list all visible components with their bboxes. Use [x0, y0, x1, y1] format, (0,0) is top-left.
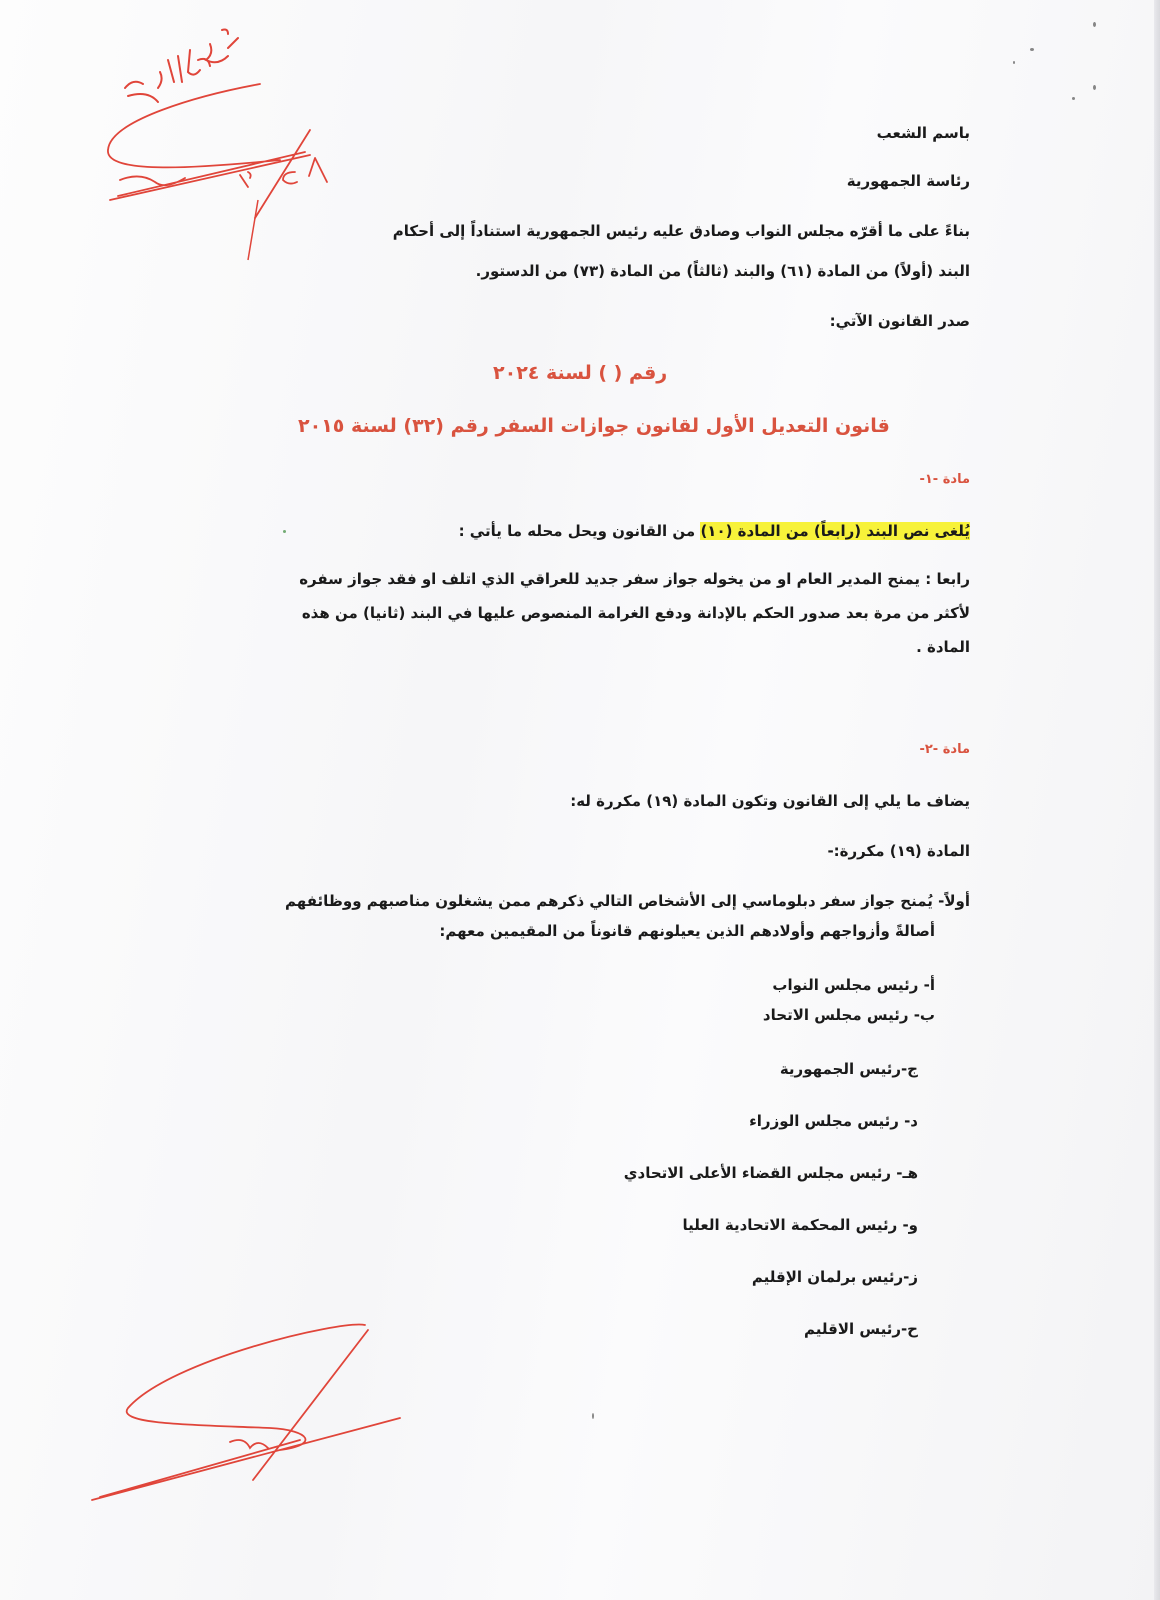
preamble-line-1: بناءً على ما أقرّه مجلس النواب وصادق عليه رئيس الجمهورية استناداً إلى أحكام	[392, 222, 970, 240]
header-presidency: رئاسة الجمهورية	[846, 172, 970, 190]
article-1-body-line-2: لأكثر من مرة بعد صدور الحكم بالإدانة ودفع الغرامة المنصوص عليها في البند (ثانيا) من هذه	[301, 604, 970, 622]
issued-statement: صدر القانون الآتي:	[829, 312, 970, 330]
article-1-body-line-3: المادة .	[916, 638, 970, 656]
article-2-clause-line-1: أولاً- يُمنح جواز سفر دبلوماسي إلى الأشخاص التالي ذكرهم ممن يشغلون مناصبهم ووظائفهم	[285, 892, 970, 910]
article-1-body-line-1: رابعا : يمنح المدير العام او من يخوله جواز سفر جديد للعراقي الذي اتلف او فقد جواز سفره	[299, 570, 970, 588]
preamble-line-2: البند (أولاً) من المادة (٦١) والبند (ثالثاً) من المادة (٧٣) من الدستور.	[475, 262, 970, 280]
list-item-a: أ- رئيس مجلس النواب	[772, 976, 935, 994]
article-1-intro-rest: من القانون ويحل محله ما يأتي :	[458, 522, 701, 540]
article-2-subheading: المادة (١٩) مكررة:-	[827, 842, 970, 860]
list-item-d: د- رئيس مجلس الوزراء	[749, 1112, 918, 1130]
article-2-intro: يضاف ما يلي إلى القانون وتكون المادة (١٩) مكررة له:	[570, 792, 970, 810]
top-note-handwriting-icon	[125, 30, 238, 103]
list-item-b: ب- رئيس مجلس الاتحاد	[762, 1006, 935, 1024]
list-item-c: ج-رئيس الجمهورية	[779, 1060, 918, 1078]
article-2-heading: مادة -٢-	[919, 742, 970, 757]
article-2-clause-line-2: أصالةً وأزواجهم وأولادهم الذين يعيلونهم قانوناً من المقيمين معهم:	[439, 922, 935, 940]
law-title: قانون التعديل الأول لقانون جوازات السفر رقم (٣٢) لسنة ٢٠١٥	[298, 415, 890, 437]
highlighted-text: يُلغى نص البند (رابعاً) من المادة (١٠)	[700, 522, 970, 540]
bottom-signature-icon	[92, 1325, 400, 1500]
header-in-the-name-of-the-people: باسم الشعب	[876, 124, 970, 142]
article-1-heading: مادة -١-	[919, 472, 970, 487]
list-item-w: و- رئيس المحكمة الاتحادية العليا	[682, 1216, 918, 1234]
law-number: رقم ( ) لسنة ٢٠٢٤	[493, 362, 668, 384]
list-item-z: ز-رئيس برلمان الإقليم	[751, 1268, 918, 1286]
red-margin-stroke-icon	[248, 200, 258, 260]
list-item-h: هـ- رئيس مجلس القضاء الأعلى الاتحادي	[623, 1164, 918, 1182]
top-signature-icon	[108, 84, 327, 218]
list-item-h2: ح-رئيس الاقليم	[804, 1320, 918, 1338]
